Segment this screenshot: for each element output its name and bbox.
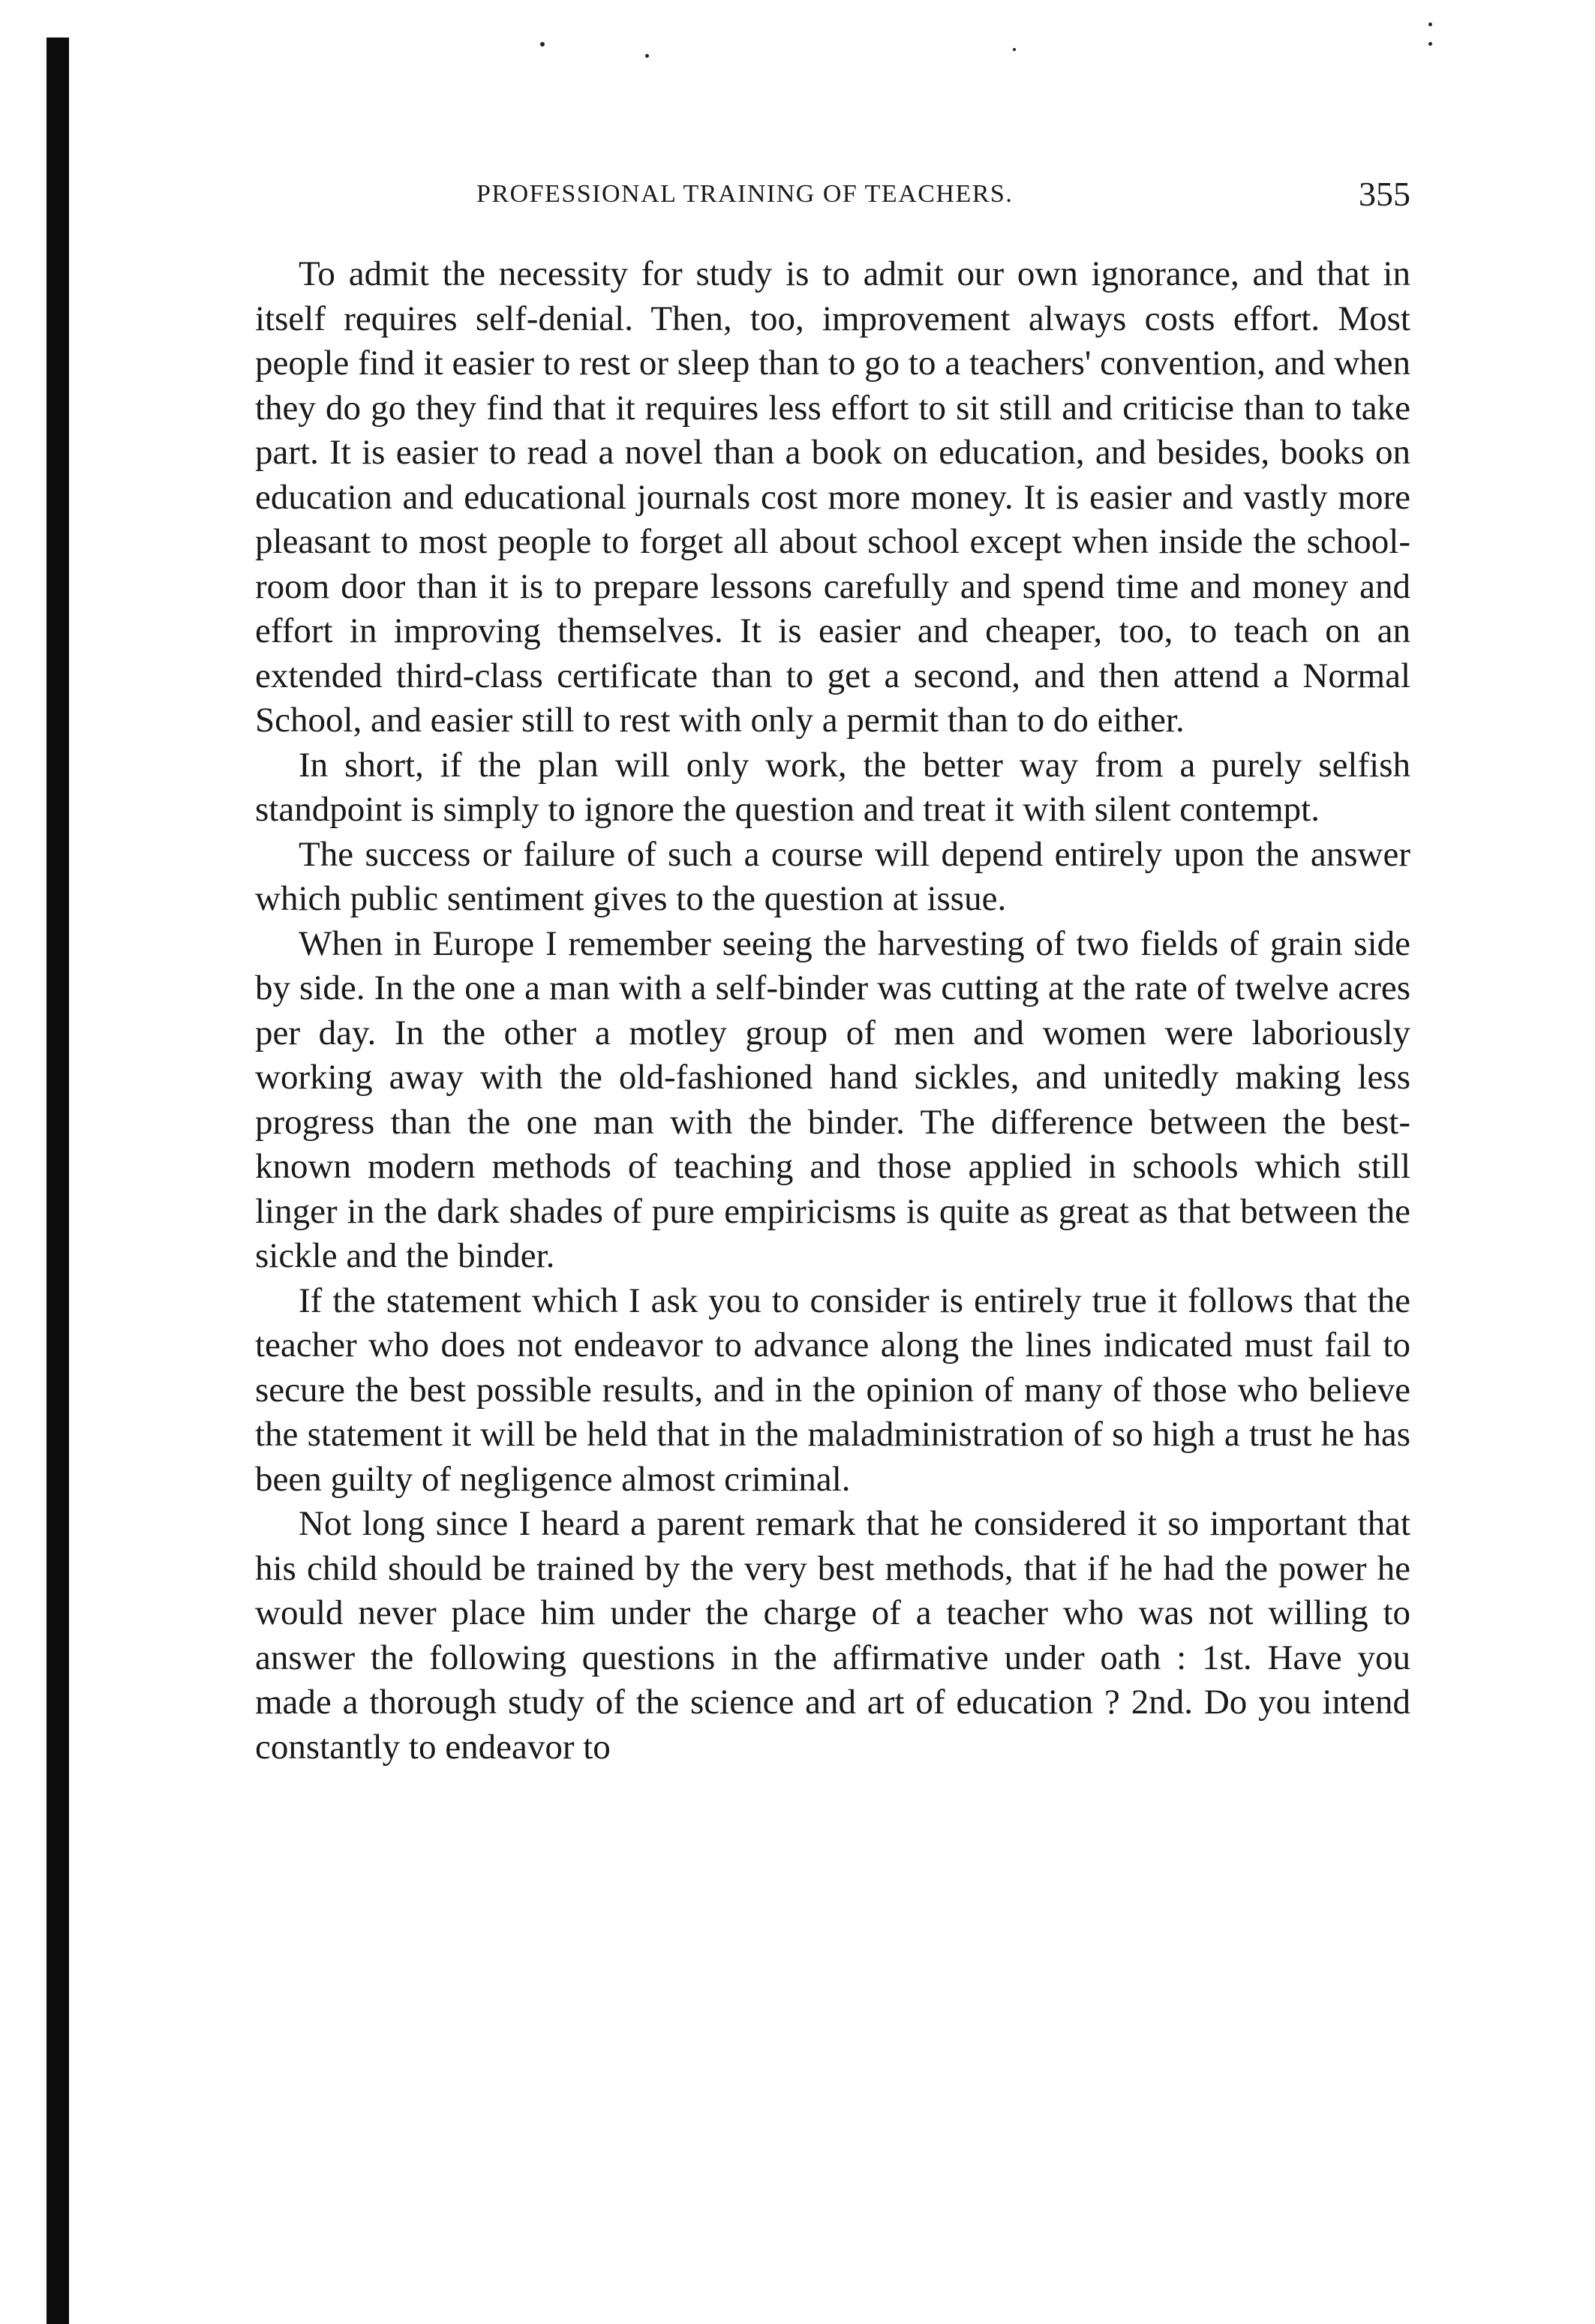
paragraph: If the statement which I ask you to consider is entirely true it follows that the teacher who does not endeavor to advance along the lines indicated must fail to secure the best possible results, and in the opinion of many of those who believe the statement it will be held that in the maladministration of so high a trust he has been guilty of negligence almost criminal. bbox=[255, 1281, 1410, 1499]
scan-speck bbox=[1428, 23, 1432, 26]
paragraph: The success or failure of such a course will depend entirely upon the answer which public sentiment gives to the question at issue. bbox=[255, 834, 1410, 918]
scan-speck bbox=[540, 42, 545, 47]
paragraph: When in Europe I remember seeing the harvesting of two fields of grain side by side. In the one a man with a self-binder was cutting at the rate of twelve acres per day. In the other a motley group of men and women were laboriously working away with the old-fashioned hand sickles, and unitedly making less progress than the one man with the binder. The difference between the best-known modern methods of teaching and those applied in schools which still linger in the dark shades of pure empiricisms is quite as great as that between the sickle and the binder. bbox=[255, 923, 1410, 1275]
scan-speck bbox=[1428, 42, 1432, 46]
scan-speck bbox=[645, 54, 649, 58]
page-number: 355 bbox=[1359, 175, 1410, 213]
running-head bbox=[255, 174, 1410, 219]
paragraph: In short, if the plan will only work, the better way from a purely selfish standpoint is simply to ignore the question and treat it with silent contempt. bbox=[255, 745, 1410, 829]
scan-binding-edge bbox=[47, 38, 69, 2324]
scan-speck bbox=[1013, 48, 1016, 51]
paragraph: To admit the necessity for study is to admit our own ignorance, and that in itself requires self-denial. Then, too, improvement always costs effort. Most people find it easier to rest or sleep than to go to a teachers' convention, and when they do go they find that it requires less effort to sit still and criticise than to take part. It is easier to read a novel than a book on education, and besides, books on education and educational journals cost more money. It is easier and vastly more pleasant to most people to forget all about school except when inside the school-room door than it is to prepare lessons carefully and spend time and money and effort in improving themselves. It is easier and cheaper, too, to teach on an extended third-class certificate than to get a second, and then attend a Normal School, and easier still to rest with only a permit than to do either. bbox=[255, 254, 1410, 740]
paragraph: Not long since I heard a parent remark that he considered it so important that his child should be trained by the very best methods, that if he had the power he would never place him under the charge of a teacher who was not willing to answer the following questions in the affirmative under oath : 1st. Have you made a thorough study of the science and art of education ? 2nd. Do you intend constantly to endeavor to bbox=[255, 1504, 1410, 1767]
body-text bbox=[255, 252, 1410, 2262]
running-title: PROFESSIONAL TRAINING OF TEACHERS. bbox=[476, 180, 1014, 208]
